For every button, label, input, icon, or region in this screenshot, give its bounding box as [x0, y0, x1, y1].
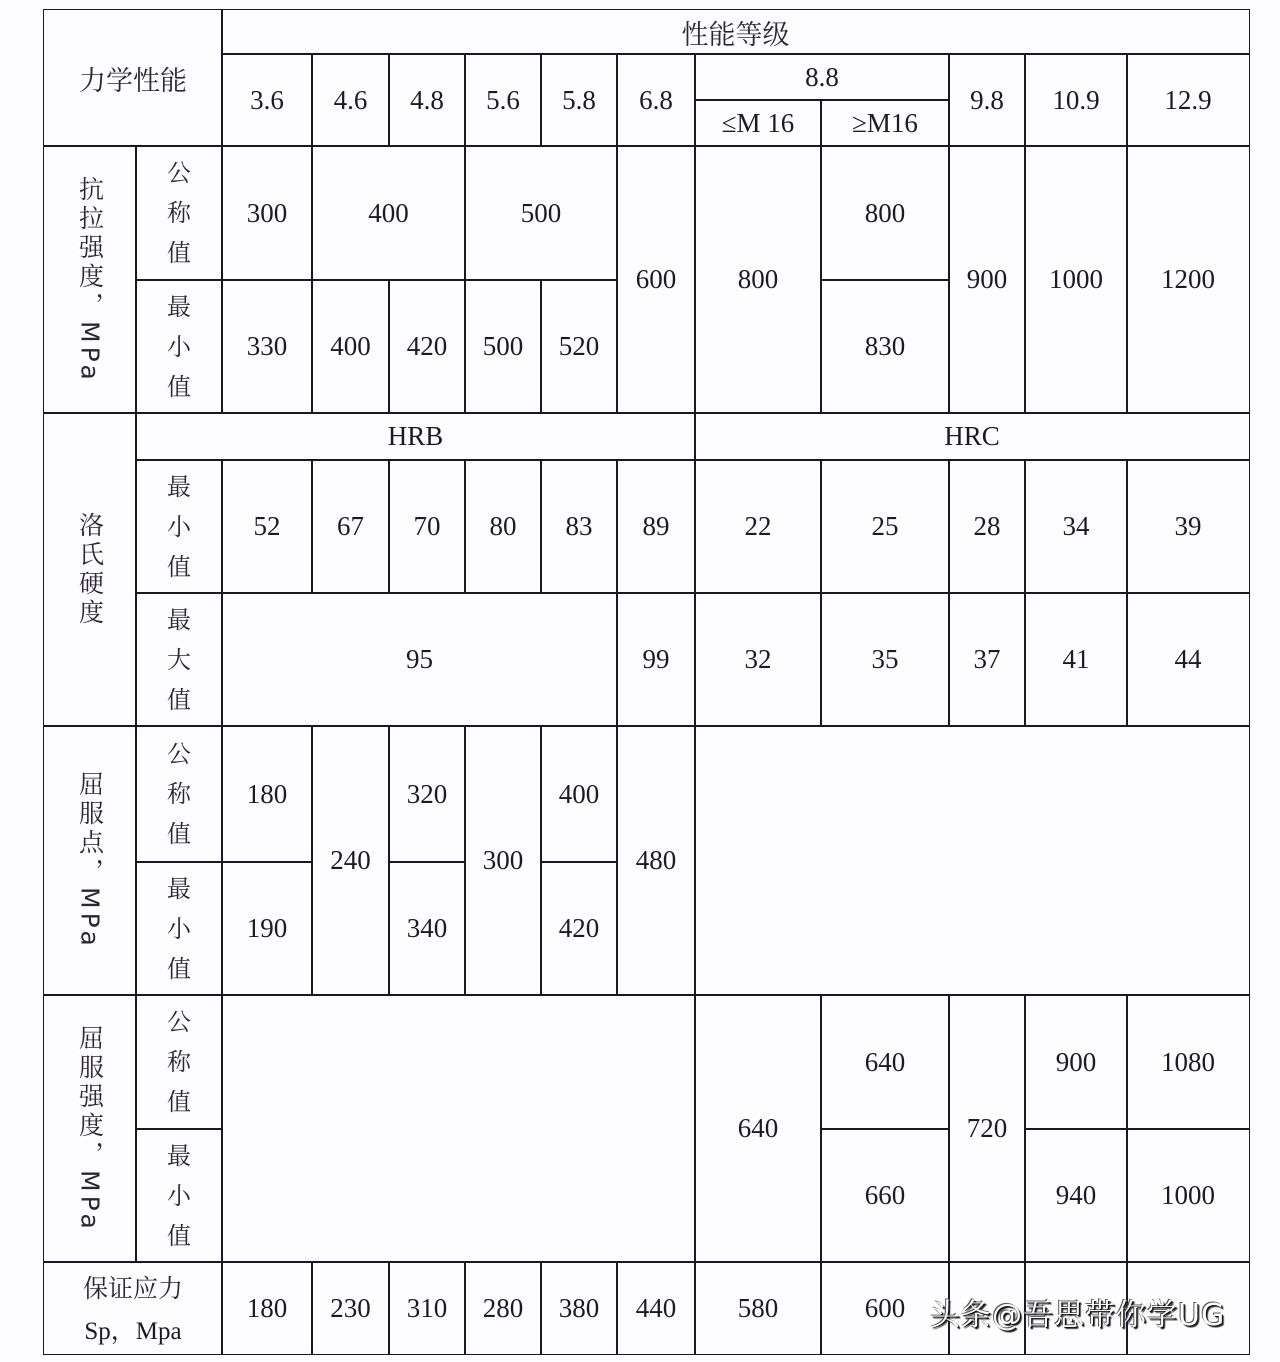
yield-strength-nominal-10-9: 900	[1024, 994, 1128, 1130]
rockwell-min-10-9: 34	[1024, 459, 1128, 594]
rockwell-max-6-8: 99	[616, 592, 696, 727]
grade-8-8: 8.8	[694, 53, 950, 101]
rockwell-min-5-8: 83	[540, 459, 618, 594]
label-char: 称	[167, 1048, 191, 1076]
label-char: 值	[167, 239, 191, 267]
yield-point-4-6: 240	[311, 725, 390, 996]
label-char: 大	[167, 645, 191, 674]
label-char: 称	[167, 780, 191, 808]
tensile-8-8-le: 800	[694, 145, 822, 414]
grade-4-8: 4.8	[388, 53, 466, 147]
label-char: 最	[167, 292, 191, 321]
tensile-min-4-6: 400	[311, 279, 390, 414]
yield-strength-label	[43, 994, 137, 1263]
rockwell-max-9-8: 37	[948, 592, 1026, 727]
rockwell-min-8-8-ge: 25	[820, 459, 950, 594]
grade-10-9: 10.9	[1024, 53, 1128, 147]
proof-stress-6-8: 440	[616, 1261, 696, 1355]
rockwell-max-10-9: 41	[1024, 592, 1128, 727]
rockwell-scale-hrb: HRB	[135, 412, 696, 461]
tensile-min-8-8-ge: 830	[820, 279, 950, 414]
yield-point-nominal-5-8: 400	[540, 725, 618, 863]
grade-3-6: 3.6	[221, 53, 313, 147]
label-char: 值	[167, 372, 191, 401]
rockwell-label-text: 洛氏硬度	[75, 511, 105, 628]
tensile-nominal-4-6-4-8: 400	[311, 145, 466, 281]
yield-strength-min-label	[135, 1128, 223, 1263]
tensile-nominal-8-8-ge: 800	[820, 145, 950, 281]
grade-4-6: 4.6	[311, 53, 390, 147]
tensile-nominal-label	[135, 145, 223, 281]
yield-strength-empty-3-6-to-6-8	[221, 994, 696, 1263]
rockwell-label	[43, 412, 137, 727]
proof-stress-4-8: 310	[388, 1261, 466, 1355]
label-char: 值	[167, 820, 191, 848]
label-char: 小	[167, 512, 191, 541]
yield-point-5-6: 300	[464, 725, 542, 996]
grade-header: 性能等级	[221, 9, 1250, 55]
proof-stress-8-8-ge: 600	[820, 1261, 950, 1355]
grade-12-9: 12.9	[1126, 53, 1250, 147]
tensile-6-8: 600	[616, 145, 696, 414]
tensile-10-9: 1000	[1024, 145, 1128, 414]
proof-stress-5-8: 380	[540, 1261, 618, 1355]
tensile-12-9: 1200	[1126, 145, 1250, 414]
tensile-label	[43, 145, 137, 414]
label-char: 小	[167, 1181, 191, 1210]
label-char: 小	[167, 914, 191, 943]
label-char: 值	[167, 552, 191, 581]
proof-stress-label-line2: Sp，Mpa	[84, 1318, 182, 1345]
tensile-min-4-8: 420	[388, 279, 466, 414]
yield-strength-nominal-8-8-ge: 640	[820, 994, 950, 1130]
label-char: 小	[167, 332, 191, 361]
tensile-9-8: 900	[948, 145, 1026, 414]
rockwell-max-label	[135, 592, 223, 727]
rockwell-min-8-8-le: 22	[694, 459, 822, 594]
rockwell-max-8-8-le: 32	[694, 592, 822, 727]
label-char: 最	[167, 472, 191, 501]
yield-point-empty-8-8-to-12-9	[694, 725, 1250, 996]
yield-point-min-3-6: 190	[221, 861, 313, 996]
rockwell-min-9-8: 28	[948, 459, 1026, 594]
label-char: 值	[167, 1221, 191, 1250]
yield-point-min-label	[135, 861, 223, 996]
grade-5-8: 5.8	[540, 53, 618, 147]
yield-strength-min-12-9: 1000	[1126, 1128, 1250, 1263]
yield-strength-8-8-le: 640	[694, 994, 822, 1263]
label-char: 称	[167, 199, 191, 227]
watermark: 头条@吾思带你学UG	[930, 1298, 1226, 1333]
tensile-min-5-8: 520	[540, 279, 618, 414]
rockwell-min-4-6: 67	[311, 459, 390, 594]
label-char: 最	[167, 1141, 191, 1170]
label-char: 公	[167, 159, 191, 187]
yield-point-nominal-3-6: 180	[221, 725, 313, 863]
yield-point-min-4-8: 340	[388, 861, 466, 996]
proof-stress-label	[43, 1261, 223, 1355]
tensile-min-3-6: 330	[221, 279, 313, 414]
grade-5-6: 5.6	[464, 53, 542, 147]
tensile-min-label	[135, 279, 223, 414]
label-char: 值	[167, 954, 191, 983]
proof-stress-label-line1: 保证应力	[82, 1274, 183, 1303]
rockwell-min-12-9: 39	[1126, 459, 1250, 594]
proof-stress-8-8-le: 580	[694, 1261, 822, 1355]
label-char: 值	[167, 1088, 191, 1116]
tensile-label-text: 抗拉强度，MPa	[75, 175, 105, 384]
proof-stress-4-6: 230	[311, 1261, 390, 1355]
corner-label: 力学性能	[43, 9, 223, 147]
yield-strength-nominal-12-9: 1080	[1126, 994, 1250, 1130]
rockwell-scale-hrc: HRC	[694, 412, 1250, 461]
tensile-nominal-5-6-5-8: 500	[464, 145, 618, 281]
yield-point-min-5-8: 420	[540, 861, 618, 996]
rockwell-max-8-8-ge: 35	[820, 592, 950, 727]
yield-strength-label-text: 屈服强度，MPa	[75, 1024, 105, 1233]
yield-point-nominal-label	[135, 725, 223, 863]
yield-strength-min-10-9: 940	[1024, 1128, 1128, 1263]
proof-stress-5-6: 280	[464, 1261, 542, 1355]
grade-8-8-ge-m16: ≥M16	[820, 99, 950, 147]
rockwell-min-3-6: 52	[221, 459, 313, 594]
grade-8-8-le-m16: ≤M 16	[694, 99, 822, 147]
yield-strength-9-8: 720	[948, 994, 1026, 1263]
yield-point-nominal-4-8: 320	[388, 725, 466, 863]
label-char: 值	[167, 685, 191, 714]
label-char: 最	[167, 605, 191, 634]
tensile-nominal-3-6: 300	[221, 145, 313, 281]
rockwell-min-label	[135, 459, 223, 594]
proof-stress-3-6: 180	[221, 1261, 313, 1355]
grade-6-8: 6.8	[616, 53, 696, 147]
label-char: 最	[167, 874, 191, 903]
rockwell-min-4-8: 70	[388, 459, 466, 594]
yield-strength-min-8-8-ge: 660	[820, 1128, 950, 1263]
yield-strength-nominal-label	[135, 994, 223, 1130]
rockwell-min-5-6: 80	[464, 459, 542, 594]
yield-point-label-text: 屈服点，MPa	[75, 771, 105, 950]
grade-9-8: 9.8	[948, 53, 1026, 147]
tensile-min-5-6: 500	[464, 279, 542, 414]
rockwell-max-12-9: 44	[1126, 592, 1250, 727]
yield-point-6-8: 480	[616, 725, 696, 996]
rockwell-min-6-8: 89	[616, 459, 696, 594]
rockwell-max-3-6-to-5-8: 95	[221, 592, 618, 727]
yield-point-label	[43, 725, 137, 996]
label-char: 公	[167, 1008, 191, 1036]
label-char: 公	[167, 740, 191, 768]
